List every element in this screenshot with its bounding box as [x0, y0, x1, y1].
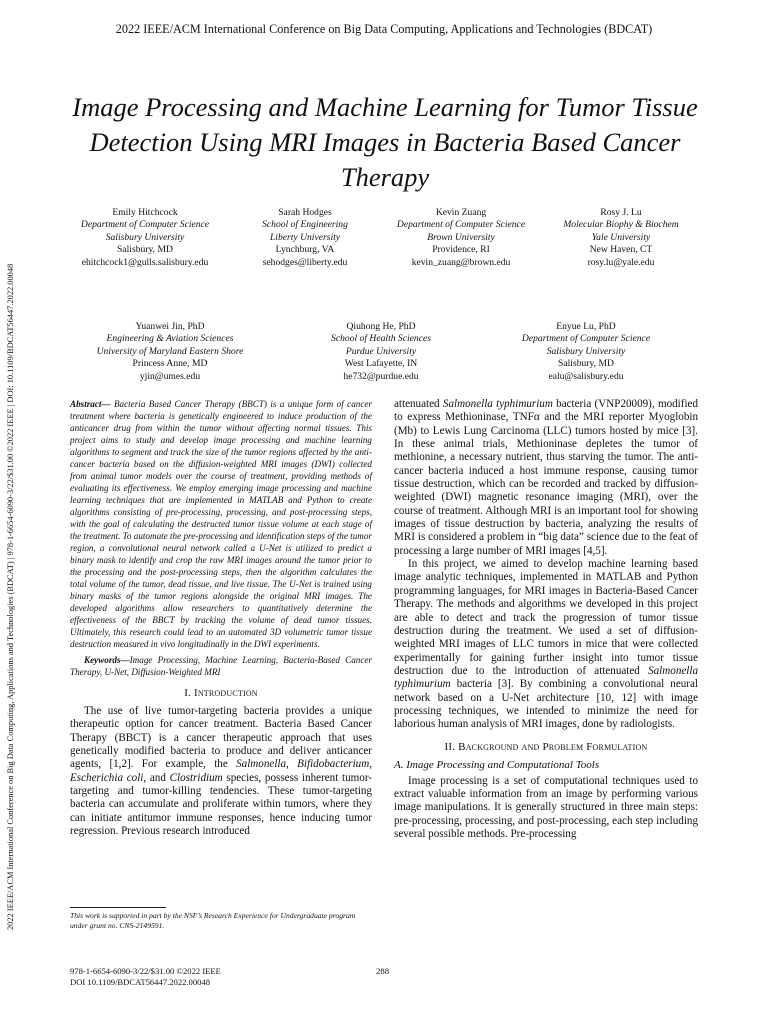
- author-dept: Department of Computer Science: [80, 219, 210, 231]
- author-name: Yuanwei Jin, PhD: [135, 321, 205, 332]
- intro-paragraph: [70, 705, 372, 838]
- doi-line: DOI 10.1109/BDCAT56447.2022.00048: [70, 977, 211, 987]
- author-location: Providence, RI: [432, 244, 490, 256]
- author-org: Liberty University: [269, 231, 341, 243]
- abstract: [70, 398, 372, 650]
- author-email: rosy.lu@yale.edu: [587, 256, 655, 268]
- footnote-divider: [70, 907, 166, 908]
- right-column: [394, 398, 698, 841]
- author-org: Salisbury University: [546, 345, 626, 357]
- species-names: Salmonella, Bifidobacterium, Escherichia coli: [70, 758, 372, 784]
- text-run: The use of live tumor-targeting bacteria provides a unique therapeutic option for cancer treatment. Bacteria Based Cancer Therapy (BBCT) is a cancer therapeutic approach that uses genetically modified bacteria to produce and deliver anticancer agents, [1,2]. For example, the: [70, 705, 372, 771]
- author-dept: School of Health Sciences: [331, 333, 431, 345]
- section-heading-background: II. Background and Problem Formulation: [444, 740, 648, 753]
- author-name: Qiuhong He, PhD: [346, 321, 416, 332]
- author-org: Salisbury University: [105, 231, 185, 243]
- abstract-label: Abstract—: [70, 399, 111, 409]
- author-org: University of Maryland Eastern Shore: [96, 345, 244, 357]
- author-location: West Lafayette, IN: [344, 358, 418, 370]
- author-dept: Engineering & Aviation Sciences: [106, 333, 234, 345]
- author-location: Lynchburg, VA: [275, 244, 335, 256]
- text-run: bacteria (VNP20009), modified to express Methioninase, TNFα and the MRI reporter Myoglobin (Mb) to Lewis Lung Carcinoma (LLC) tumors hosted by mice [3]. In these animal trials, Methioninase depletes the tumor of methionine, a necessary nutrient, thus starving the tumor. The anti-cancer bacteria induced a host immune response, causing tumor tissue destruction, which can be recorded and tracked by diffusion-weighted (DWI) magnetic resonance imaging (MRI), over the course of treatment. Although MRI is an important tool for showing images of tissue destruction by bacteria, analyzing the results of MRI is considered a problem in “big data” science due to the feat of processing a large number of MRI images [4,5].: [394, 398, 699, 557]
- text-run: In this project, we aimed to develop machine learning based image analytic techniques, implemented in MATLAB and Python programming languages, for MRI images in Bacteria-Based Cancer Therapy. The methods and algorithms we developed in this project are able to detect and track the progression of tumor tissue destruction during the treatment. We used a set of diffusion-weighted MRI images of LLC tumors in mice that were collected experimentally for gaining further insight into tumor tissue destruction due to the introduction of attenuated: [394, 558, 698, 677]
- text-run: bacteria [3]. By combining a convolutional neural network based on a U-Net architecture [10, 12] with image processing techniques, we intended to minimize the need for laborious human analysis of MRI images, done by radiologists.: [394, 678, 698, 731]
- sidebar-citation: 2022 IEEE/ACM International Conference on Big Data Computing, Applications and Technologies (BDCAT) | 978-1-6654-6090-3/22/$31.00 ©2022 IEEE | DOI: 10.1109/BDCAT56447.2022.00048: [6, 263, 15, 930]
- author-block: [70, 207, 220, 269]
- author-dept: School of Engineering: [262, 219, 348, 231]
- page-number: 288: [376, 966, 390, 976]
- author-name: Enyue Lu, PhD: [556, 321, 616, 332]
- author-org: Brown University: [427, 231, 495, 243]
- keywords-text: Image Processing, Machine Learning, Bacteria-Based Cancer Therapy, U-Net, Diffusion-Weighted MRI: [70, 655, 372, 677]
- author-dept: Department of Computer Science: [521, 333, 651, 345]
- author-location: Salisbury, MD: [558, 358, 614, 370]
- keywords-label: Keywords—: [84, 655, 130, 665]
- left-column: [70, 398, 372, 838]
- isbn-line: 978-1-6654-6090-3/22/$31.00 ©2022 IEEE: [70, 966, 221, 976]
- species-name: Salmonella typhimurium: [442, 398, 553, 410]
- author-name: Kevin Zuang: [435, 207, 487, 218]
- text-run: , and: [143, 771, 170, 784]
- author-email: ealu@salisbury.edu: [548, 370, 624, 382]
- author-email: kevin_zuang@brown.edu: [411, 256, 511, 268]
- footnote: This work is supported in part by the NSF’s Research Experience for Undergraduate program under grant no. CNS-2149591.: [70, 911, 356, 930]
- author-name: Emily Hitchcock: [112, 207, 178, 218]
- conference-header: 2022 IEEE/ACM International Conference on Big Data Computing, Applications and Technologies (BDCAT): [115, 22, 653, 36]
- author-block: [506, 321, 666, 383]
- author-org: Yale University: [591, 231, 651, 243]
- species-name: Salmonella typhimurium: [394, 664, 698, 691]
- author-block: [240, 207, 370, 269]
- author-name: Sarah Hodges: [278, 207, 332, 218]
- keywords: [70, 654, 372, 678]
- paper-title: Image Processing and Machine Learning for Tumor Tissue Detection Using MRI Images in Bacteria Based Cancer Therapy: [72, 92, 698, 192]
- author-block: [386, 207, 536, 269]
- author-location: Salisbury, MD: [117, 244, 173, 256]
- publication-info: [70, 966, 221, 988]
- author-location: New Haven, CT: [589, 244, 653, 256]
- author-email: ehitchcock1@gulls.salisbury.edu: [81, 256, 209, 268]
- author-org: Purdue University: [345, 345, 417, 357]
- body-paragraph: [394, 398, 698, 558]
- author-block: [306, 321, 456, 383]
- text-run: attenuated: [394, 398, 443, 410]
- author-dept: Molecular Biophy & Biochem: [563, 219, 679, 231]
- author-email: yjin@umes.edu: [139, 370, 201, 382]
- subsection-heading: A. Image Processing and Computational Tools: [394, 758, 600, 771]
- author-dept: Department of Computer Science: [396, 219, 526, 231]
- section-heading-introduction: I. Introduction: [184, 687, 258, 699]
- author-email: sehodges@liberty.edu: [262, 256, 348, 268]
- author-block: [85, 321, 255, 383]
- author-block: [556, 207, 686, 269]
- author-location: Princess Anne, MD: [132, 358, 208, 370]
- body-paragraph: Image processing is a set of computational techniques used to extract valuable information from an image by performing various image manipulations. It is generally structured in three main steps: pre-processing, processing, and post-processing, each step including several possible methods. Pre-processing: [394, 774, 698, 840]
- author-email: he732@purdue.edu: [343, 370, 419, 382]
- abstract-text: Bacteria Based Cancer Therapy (BBCT) is a unique form of cancer treatment where bacteria is genetically engineered to induce production of the anticancer drug from within the tumor without affecting normal tissues. This project aims to study and develop image processing and machine learning algorithms to segment and track the size of the tumor regions affected by the anti-cancer bacteria based on the diffusion-weighted MRI images (DWI) collected from animal tumor models over the course of treatment, providing methods of evaluating its effectiveness. We employ emerging image processing and machine learning techniques that are implemented in MATLAB and Python to create algorithms consisting of pre-processing, processing, and post-processing steps, with the goal of calculating the destructed tumor tissue volume at each stage of the treatment. To automate the pre-processing and identification steps of the tumor region, a convolutional neural network called a U-Net is utilized to predict a binary mask to identify and crop the raw MRI images around the tumor prior to the processing and the post-processing steps, then the algorithm calculates the total volume of the tumor, dead tissue, and live tissue. The U-Net is trained using binary masks of the tumor regions alongside the original MRI images. The developed algorithms allow researchers to quantitatively determine the effectiveness of the BBCT by tracking the volume of dead tumor tissues. Ultimately, this research could lead to an automated 3D volumetric tumor tissue destruction measured in vivo longitudinally in the DWI experiments.: [70, 399, 372, 649]
- body-paragraph: [394, 558, 698, 731]
- author-name: Rosy J. Lu: [600, 207, 642, 218]
- text-run: species, possess inherent tumor-targeting and tumor-killing tendencies. These tumor-targeting bacteria can accumulate and proliferate within tumors, where they can initiate antitumor immune responses, hence inducing tumor regression. Previous research introduced: [70, 771, 372, 838]
- species-name: Clostridium: [169, 771, 223, 784]
